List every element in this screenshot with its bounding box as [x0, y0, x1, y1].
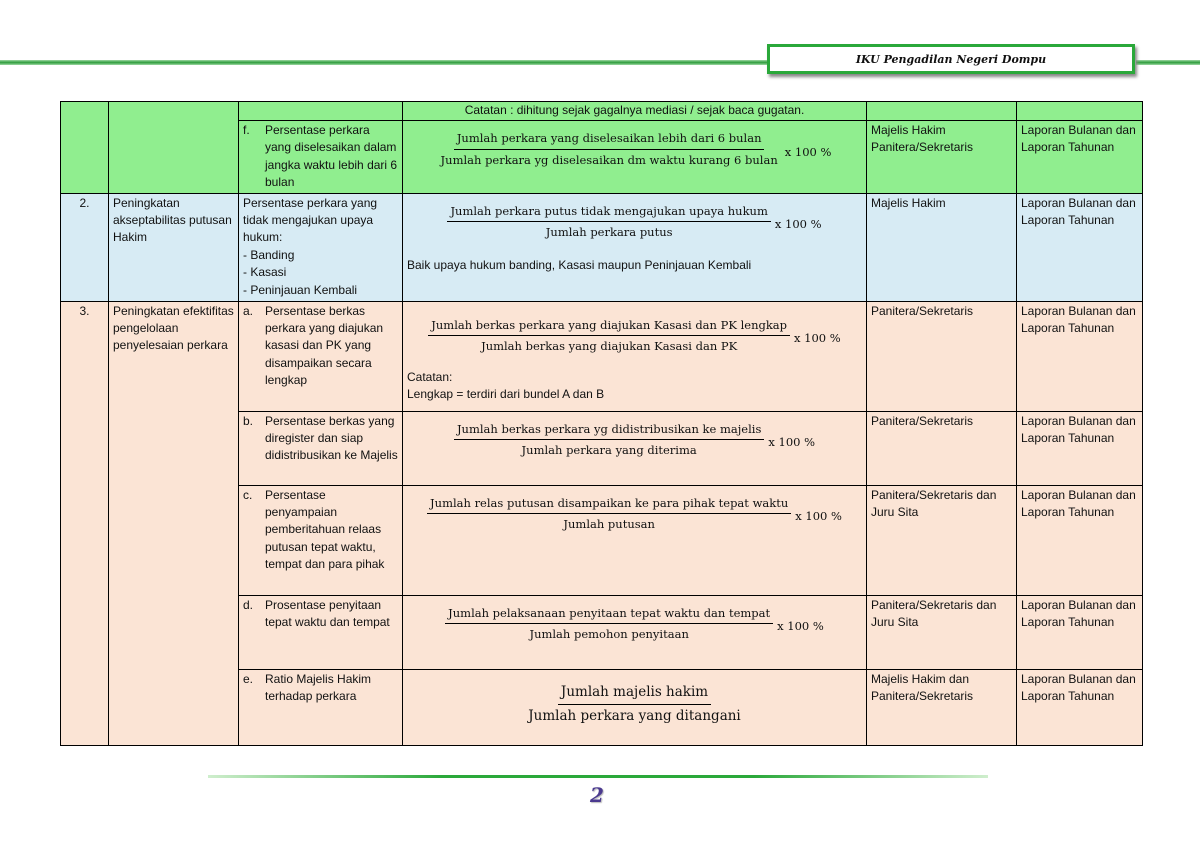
formula-multiplier: x 100 % — [784, 144, 832, 159]
formula — [407, 495, 862, 533]
formula-numerator: Jumlah perkara yang diselesaikan lebih dari 6 bulan — [454, 130, 765, 150]
formula-denominator: Jumlah pemohon penyitaan — [529, 627, 689, 642]
formula — [407, 683, 862, 727]
report-cell — [1017, 102, 1143, 121]
pic-text: Panitera/Sekretaris dan Juru Sita — [867, 485, 1017, 595]
pic-text: Panitera/Sekretaris — [867, 301, 1017, 411]
formula — [407, 203, 862, 241]
report-text: Laporan Bulanan dan Laporan Tahunan — [1017, 193, 1143, 301]
indicator-cell — [239, 102, 403, 121]
formula-denominator: Jumlah perkara yg diselesaikan dm waktu kurang 6 bulan — [440, 152, 778, 167]
formula-denominator: Jumlah perkara yang diterima — [521, 443, 697, 458]
pic-text: Panitera/Sekretaris — [867, 411, 1017, 485]
formula-cell — [403, 121, 867, 194]
report-text: Laporan Bulanan dan Laporan Tahunan — [1017, 595, 1143, 669]
report-text: Laporan Bulanan dan Laporan Tahunan — [1017, 411, 1143, 485]
pic-text: Panitera/Sekretaris dan Juru Sita — [867, 595, 1017, 669]
page-number: 2 — [590, 783, 604, 807]
pic-text: Majelis Hakim — [867, 193, 1017, 301]
indicator-text: Persentase penyampaian pemberitahuan relaas putusan tepat waktu, tempat dan para pihak — [265, 487, 385, 572]
report-text: Laporan Bulanan dan Laporan Tahunan — [1017, 669, 1143, 745]
iku-table — [60, 101, 1143, 746]
indicator-text: Persentase perkara yang diselesaikan dalam jangka waktu lebih dari 6 bulan — [265, 123, 398, 190]
goal-text: Peningkatan efektifitas pengelolaan penyelesaian perkara — [109, 301, 239, 745]
indicator-cell — [239, 301, 403, 411]
formula-cell — [403, 193, 867, 301]
pic-cell — [867, 102, 1017, 121]
item-letter: f. — [243, 123, 250, 137]
indicator-cell — [239, 411, 403, 485]
formula-note: Catatan: — [407, 369, 453, 384]
item-letter: d. — [243, 597, 254, 612]
table-row — [61, 102, 1143, 121]
pic-text: Majelis Hakim dan Panitera/Sekretaris — [867, 669, 1017, 745]
formula-multiplier: x 100 % — [777, 619, 824, 634]
catatan-cell — [403, 102, 867, 121]
item-letter: a. — [243, 303, 254, 318]
no-cell — [61, 102, 109, 194]
indicator-text: Persentase berkas yang diregister dan siap didistribusikan ke Majelis — [265, 413, 398, 463]
formula-note: Lengkap = terdiri dari bundel A dan B — [407, 387, 605, 402]
formula-cell — [403, 411, 867, 485]
formula-multiplier: x 100 % — [768, 435, 816, 450]
row-number: 3. — [61, 301, 109, 745]
indicator-text: Persentase perkara yang tidak mengajukan upaya hukum: — [243, 195, 378, 245]
formula-numerator: Jumlah perkara putus tidak mengajukan upaya hukum — [447, 203, 770, 223]
formula-cell — [403, 669, 867, 745]
formula-denominator: Jumlah perkara yang ditangani — [528, 708, 741, 725]
formula-denominator: Jumlah putusan — [563, 517, 655, 532]
formula-numerator: Jumlah majelis hakim — [558, 683, 711, 706]
indicator-cell — [239, 193, 403, 301]
formula-multiplier: x 100 % — [774, 217, 822, 232]
report-text: Laporan Bulanan dan Laporan Tahunan — [1017, 485, 1143, 595]
indicator-text: Ratio Majelis Hakim terhadap perkara — [265, 671, 372, 703]
formula-note: Baik upaya hukum banding, Kasasi maupun Peninjauan Kembali — [407, 257, 752, 272]
report-text: Laporan Bulanan dan Laporan Tahunan — [1017, 121, 1143, 194]
formula-cell — [403, 301, 867, 411]
indicator-text: Persentase berkas perkara yang diajukan kasasi dan PK yang disampaikan secara lengkap — [265, 303, 384, 388]
catatan-text: Catatan : dihitung sejak gagalnya mediasi / sejak baca gugatan. — [464, 103, 805, 117]
header-rule-right — [1136, 60, 1200, 65]
indicator-cell — [239, 669, 403, 745]
item-letter: e. — [243, 671, 254, 686]
row-number: 2. — [61, 193, 109, 301]
table-row — [61, 193, 1143, 301]
formula-multiplier: x 100 % — [794, 331, 841, 346]
goal-text: Peningkatan akseptabilitas putusan Hakim — [109, 193, 239, 301]
formula — [407, 605, 862, 643]
formula-numerator: Jumlah pelaksanaan penyitaan tepat waktu dan tempat — [445, 605, 773, 625]
formula — [407, 421, 862, 459]
table-row — [61, 301, 1143, 411]
footer-rule — [208, 775, 988, 778]
formula-denominator: Jumlah berkas yang diajukan Kasasi dan PK — [481, 339, 738, 354]
list-item: - Banding — [243, 247, 295, 262]
item-letter: b. — [243, 413, 254, 428]
header-rule-left — [0, 60, 770, 65]
indicator-text: Prosentase penyitaan tepat waktu dan tempat — [265, 597, 390, 629]
formula-cell — [403, 595, 867, 669]
formula-numerator: Jumlah berkas perkara yang diajukan Kasasi dan PK lengkap — [428, 317, 790, 337]
header-title: IKU Pengadilan Negeri Dompu — [855, 52, 1047, 66]
formula-multiplier: x 100 % — [795, 509, 842, 524]
indicator-cell — [239, 485, 403, 595]
formula-cell — [403, 485, 867, 595]
formula-numerator: Jumlah berkas perkara yg didistribusikan ke majelis — [454, 421, 764, 441]
formula — [407, 317, 862, 355]
pic-text: Majelis Hakim Panitera/Sekretaris — [867, 121, 1017, 194]
indicator-cell — [239, 121, 403, 194]
goal-cell — [109, 102, 239, 194]
indicator-cell — [239, 595, 403, 669]
formula-numerator: Jumlah relas putusan disampaikan ke para pihak tepat waktu — [427, 495, 791, 515]
list-item: - Kasasi — [243, 265, 287, 280]
header-title-box — [767, 44, 1135, 74]
report-text: Laporan Bulanan dan Laporan Tahunan — [1017, 301, 1143, 411]
list-item: - Peninjauan Kembali — [243, 282, 358, 297]
formula-denominator: Jumlah perkara putus — [545, 225, 673, 240]
item-letter: c. — [243, 487, 253, 502]
formula — [407, 130, 862, 168]
